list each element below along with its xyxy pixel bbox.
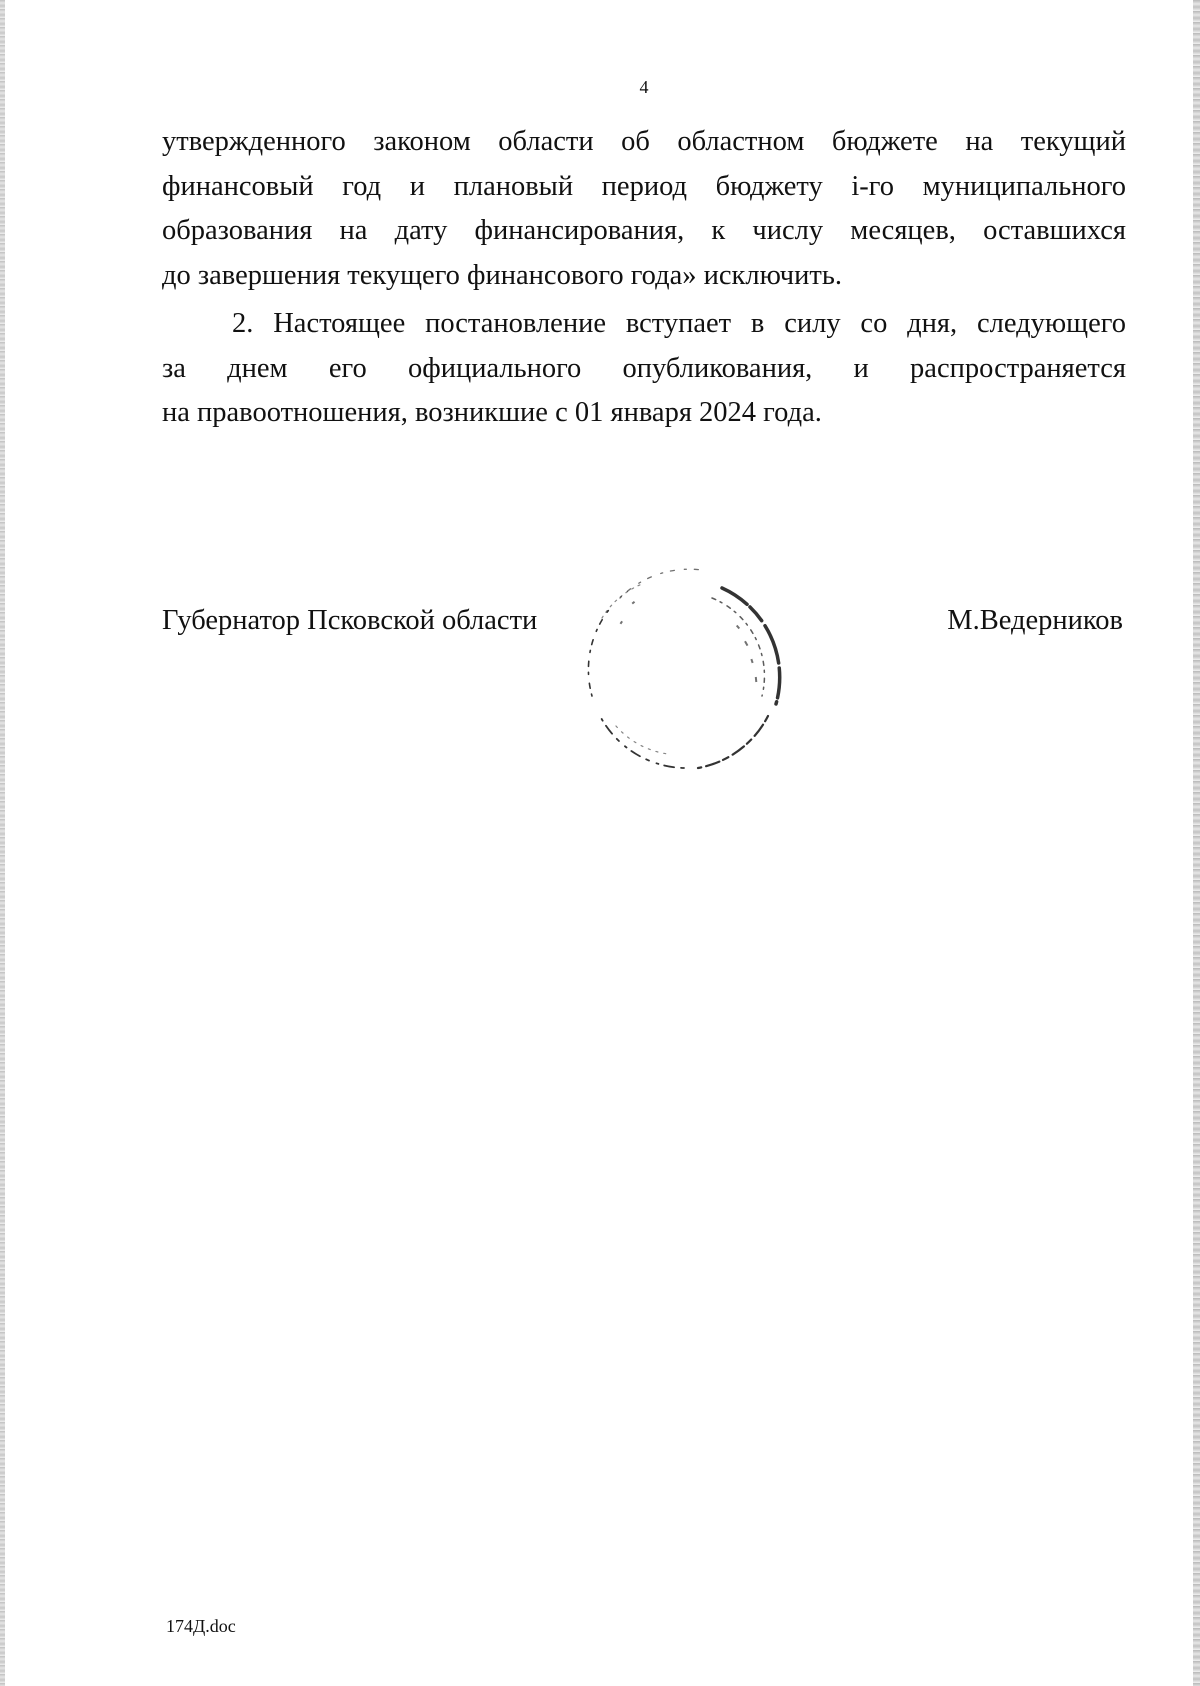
scan-edge-left [0,0,5,1686]
text-line: 2. Настоящее постановление вступает в силу со дня, следующего [232,308,1126,339]
text-line: образования на дату финансирования, к числу месяцев, оставшихся [162,215,1126,246]
paragraph-1 [162,120,1126,298]
paragraph-2 [162,302,1126,436]
signatory-name: М.Ведерников [947,605,1123,636]
scan-edge-right [1193,0,1200,1686]
official-seal-icon [572,556,796,776]
page-number: 4 [639,77,649,97]
signatory-title: Губернатор Псковской области [162,605,538,636]
text-line: за днем его официального опубликования, и распространяется [162,352,1126,384]
text-line: финансовый год и плановый период бюджету i-го муниципального [162,170,1126,202]
file-code: 174Д.doc [166,1616,236,1636]
text-line: до завершения текущего финансового года» исключить. [162,259,842,291]
text-line: утвержденного законом области об областном бюджете на текущий [162,126,1126,157]
text-line: на правоотношения, возникшие с 01 января 2024 года. [162,397,822,428]
document-body [162,120,1126,440]
